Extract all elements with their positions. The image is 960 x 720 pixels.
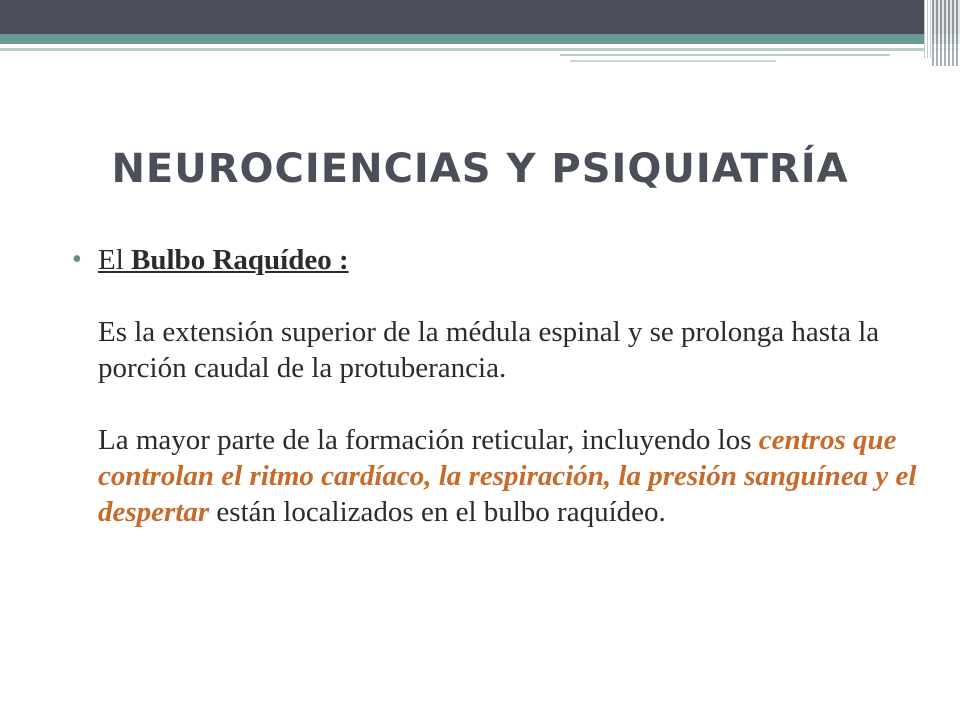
decorative-line [560,54,890,56]
function-paragraph [72,422,922,530]
bullet-prefix: El [98,244,132,276]
slide-body [72,242,922,530]
bullet-term: Bulbo Raquídeo : [131,244,349,276]
corner-stripes [924,0,932,58]
header-band [0,0,960,34]
bullet-item [72,242,922,278]
paragraph-end: están localizados en el bulbo raquídeo. [209,496,666,528]
definition-paragraph: Es la extensión superior de la médula espinal y se prolonga hasta la porción caudal de la protuberancia. [98,316,880,384]
header-accent-line [0,48,960,51]
corner-stripes [932,0,960,66]
highlighted-text: centros que controlan el ritmo cardíaco, la respiración, la presión sanguínea y el despertar [98,424,917,528]
header-accent-bar [0,34,960,44]
slide-title: NEUROCIENCIAS Y PSIQUIATRÍA [111,146,849,192]
decorative-line [570,60,776,62]
paragraph-start: La mayor parte de la formación reticular, incluyendo los [98,424,759,456]
bullet-marker: • [72,244,82,275]
